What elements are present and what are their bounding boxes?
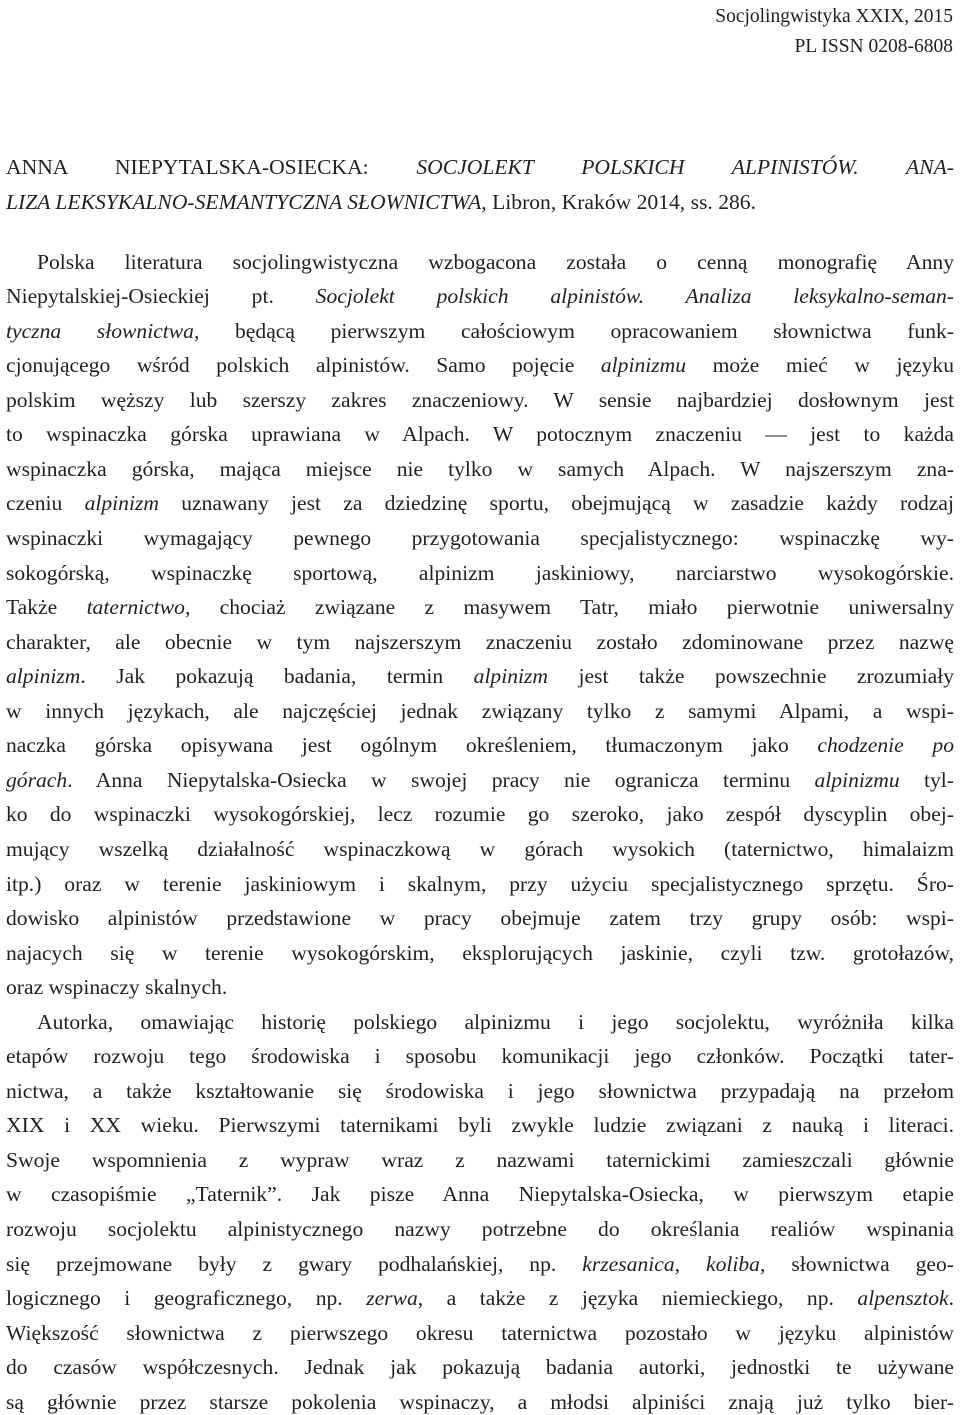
title-line: LIZA LEKSYKALNO-SEMANTYCZNA SŁOWNICTWA, Libron, Kraków 2014, ss. 286. <box>6 189 756 214</box>
text-line: w innych językach, ale najczęściej jednak związany tylko z samymi Alpami, a wspi- <box>6 698 954 723</box>
text-line: są głównie przez starsze pokolenia wspinaczy, a młodsi alpiniści znają już tylko bier- <box>6 1389 954 1414</box>
text-line: to wspinaczka górska uprawiana w Alpach. W potocznym znaczeniu — jest to każda <box>6 422 954 447</box>
text-line: do czasów współczesnych. Jednak jak pokazują badania autorki, jednostki te używane <box>6 1355 954 1380</box>
text-line: logicznego i geograficznego, np. zerwa, a także z języka niemieckiego, np. alpensztok. <box>6 1286 954 1311</box>
text-line: się przejmowane były z gwary podhalańskiej, np. krzesanica, koliba, słownictwa geo- <box>6 1251 955 1276</box>
text-line: górach. Anna Niepytalska-Osiecka w swojej pracy nie ogranicza terminu alpinizmu tyl- <box>6 767 954 792</box>
running-header <box>715 2 953 62</box>
text-line: charakter, ale obecnie w tym najszerszym znaczeniu zostało zdominowane przez nazwę <box>6 629 954 654</box>
text-line: wspinaczka górska, mająca miejsce nie tylko w samych Alpach. W najszerszym zna- <box>6 456 954 481</box>
text-line: cjonującego wśród polskich alpinistów. Samo pojęcie alpinizmu może mieć w języku <box>6 353 954 378</box>
text-line: Niepytalskiej-Osieckiej pt. Socjolekt polskich alpinistów. Analiza leksykalno-seman- <box>6 284 954 309</box>
text-line: alpinizm. Jak pokazują badania, termin alpinizm jest także powszechnie zrozumiały <box>6 664 954 689</box>
text-line: wspinaczki wymagający pewnego przygotowania specjalistycznego: wspinaczkę wy- <box>6 526 954 550</box>
text-line: czeniu alpinizm uznawany jest za dziedzinę sportu, obejmującą w zasadzie każdy rodzaj <box>6 491 954 516</box>
text-line: nictwa, a także kształtowanie się środowiska i jego słownictwa przypadają na przełom <box>6 1078 954 1103</box>
text-line: Większość słownictwa z pierwszego okresu taternictwa pozostało w języku alpinistów <box>6 1320 954 1345</box>
journal-title: Socjolingwistyka XXIX, 2015 <box>715 6 953 27</box>
text-line: ko do wspinaczki wysokogórskiej, lecz rozumie go szeroko, jako zespół dyscyplin obej- <box>6 802 954 827</box>
text-line: naczka górska opisywana jest ogólnym określeniem, tłumaczonym jako chodzenie po <box>6 733 955 758</box>
text-line: dowisko alpinistów przedstawione w pracy obejmuje zatem trzy grupy osób: wspi- <box>6 906 954 931</box>
text-line: Polska literatura socjolingwistyczna wzbogacona została o cenną monografię Anny <box>37 249 954 274</box>
text-line: mujący wszelką działalność wspinaczkową w górach wysokich (taternictwo, himalaizm <box>6 836 954 861</box>
text-line: rozwoju socjolektu alpinistycznego nazwy potrzebne do określania realiów wspinania <box>6 1217 954 1241</box>
text-line: tyczna słownictwa, będącą pierwszym całościowym opracowaniem słownictwa funk- <box>6 318 954 343</box>
text-line: Autorka, omawiając historię polskiego alpinizmu i jego socjolektu, wyróżniła kilka <box>37 1009 954 1034</box>
text-line: sokogórską, wspinaczkę sportową, alpinizm jaskiniowy, narciarstwo wysokogórskie. <box>6 560 954 585</box>
text-line: polskim węższy lub szerszy zakres znaczeniowy. W sensie najbardziej dosłownym jest <box>6 387 954 412</box>
text-line: Swoje wspomnienia z wypraw wraz z nazwami taternickimi zamieszczali głównie <box>6 1147 954 1172</box>
text-line: najacych się w terenie wysokogórskim, eksplorujących jaskinie, czyli tzw. grotołazów, <box>6 940 954 965</box>
text-line: etapów rozwoju tego środowiska i sposobu komunikacji jego członków. Początki tater- <box>6 1044 954 1069</box>
text-line: XIX i XX wieku. Pierwszymi taternikami byli zwykle ludzie związani z nauką i literaci. <box>6 1113 954 1138</box>
text-line: oraz wspinaczy skalnych. <box>6 975 228 1000</box>
issn: PL ISSN 0208-6808 <box>794 36 953 57</box>
title-line: ANNA NIEPYTALSKA-OSIECKA: SOCJOLEKT POLSKICH ALPINISTÓW. ANA- <box>6 155 954 179</box>
text-line: Także taternictwo, chociaż związane z masywem Tatr, miało pierwotnie uniwersalny <box>6 595 954 620</box>
text-line: itp.) oraz w terenie jaskiniowym i skalnym, przy użyciu specjalistycznego sprzętu. Śro- <box>6 871 954 896</box>
text-line: w czasopiśmie „Taternik”. Jak pisze Anna Niepytalska-Osiecka, w pierwszym etapie <box>6 1182 954 1207</box>
